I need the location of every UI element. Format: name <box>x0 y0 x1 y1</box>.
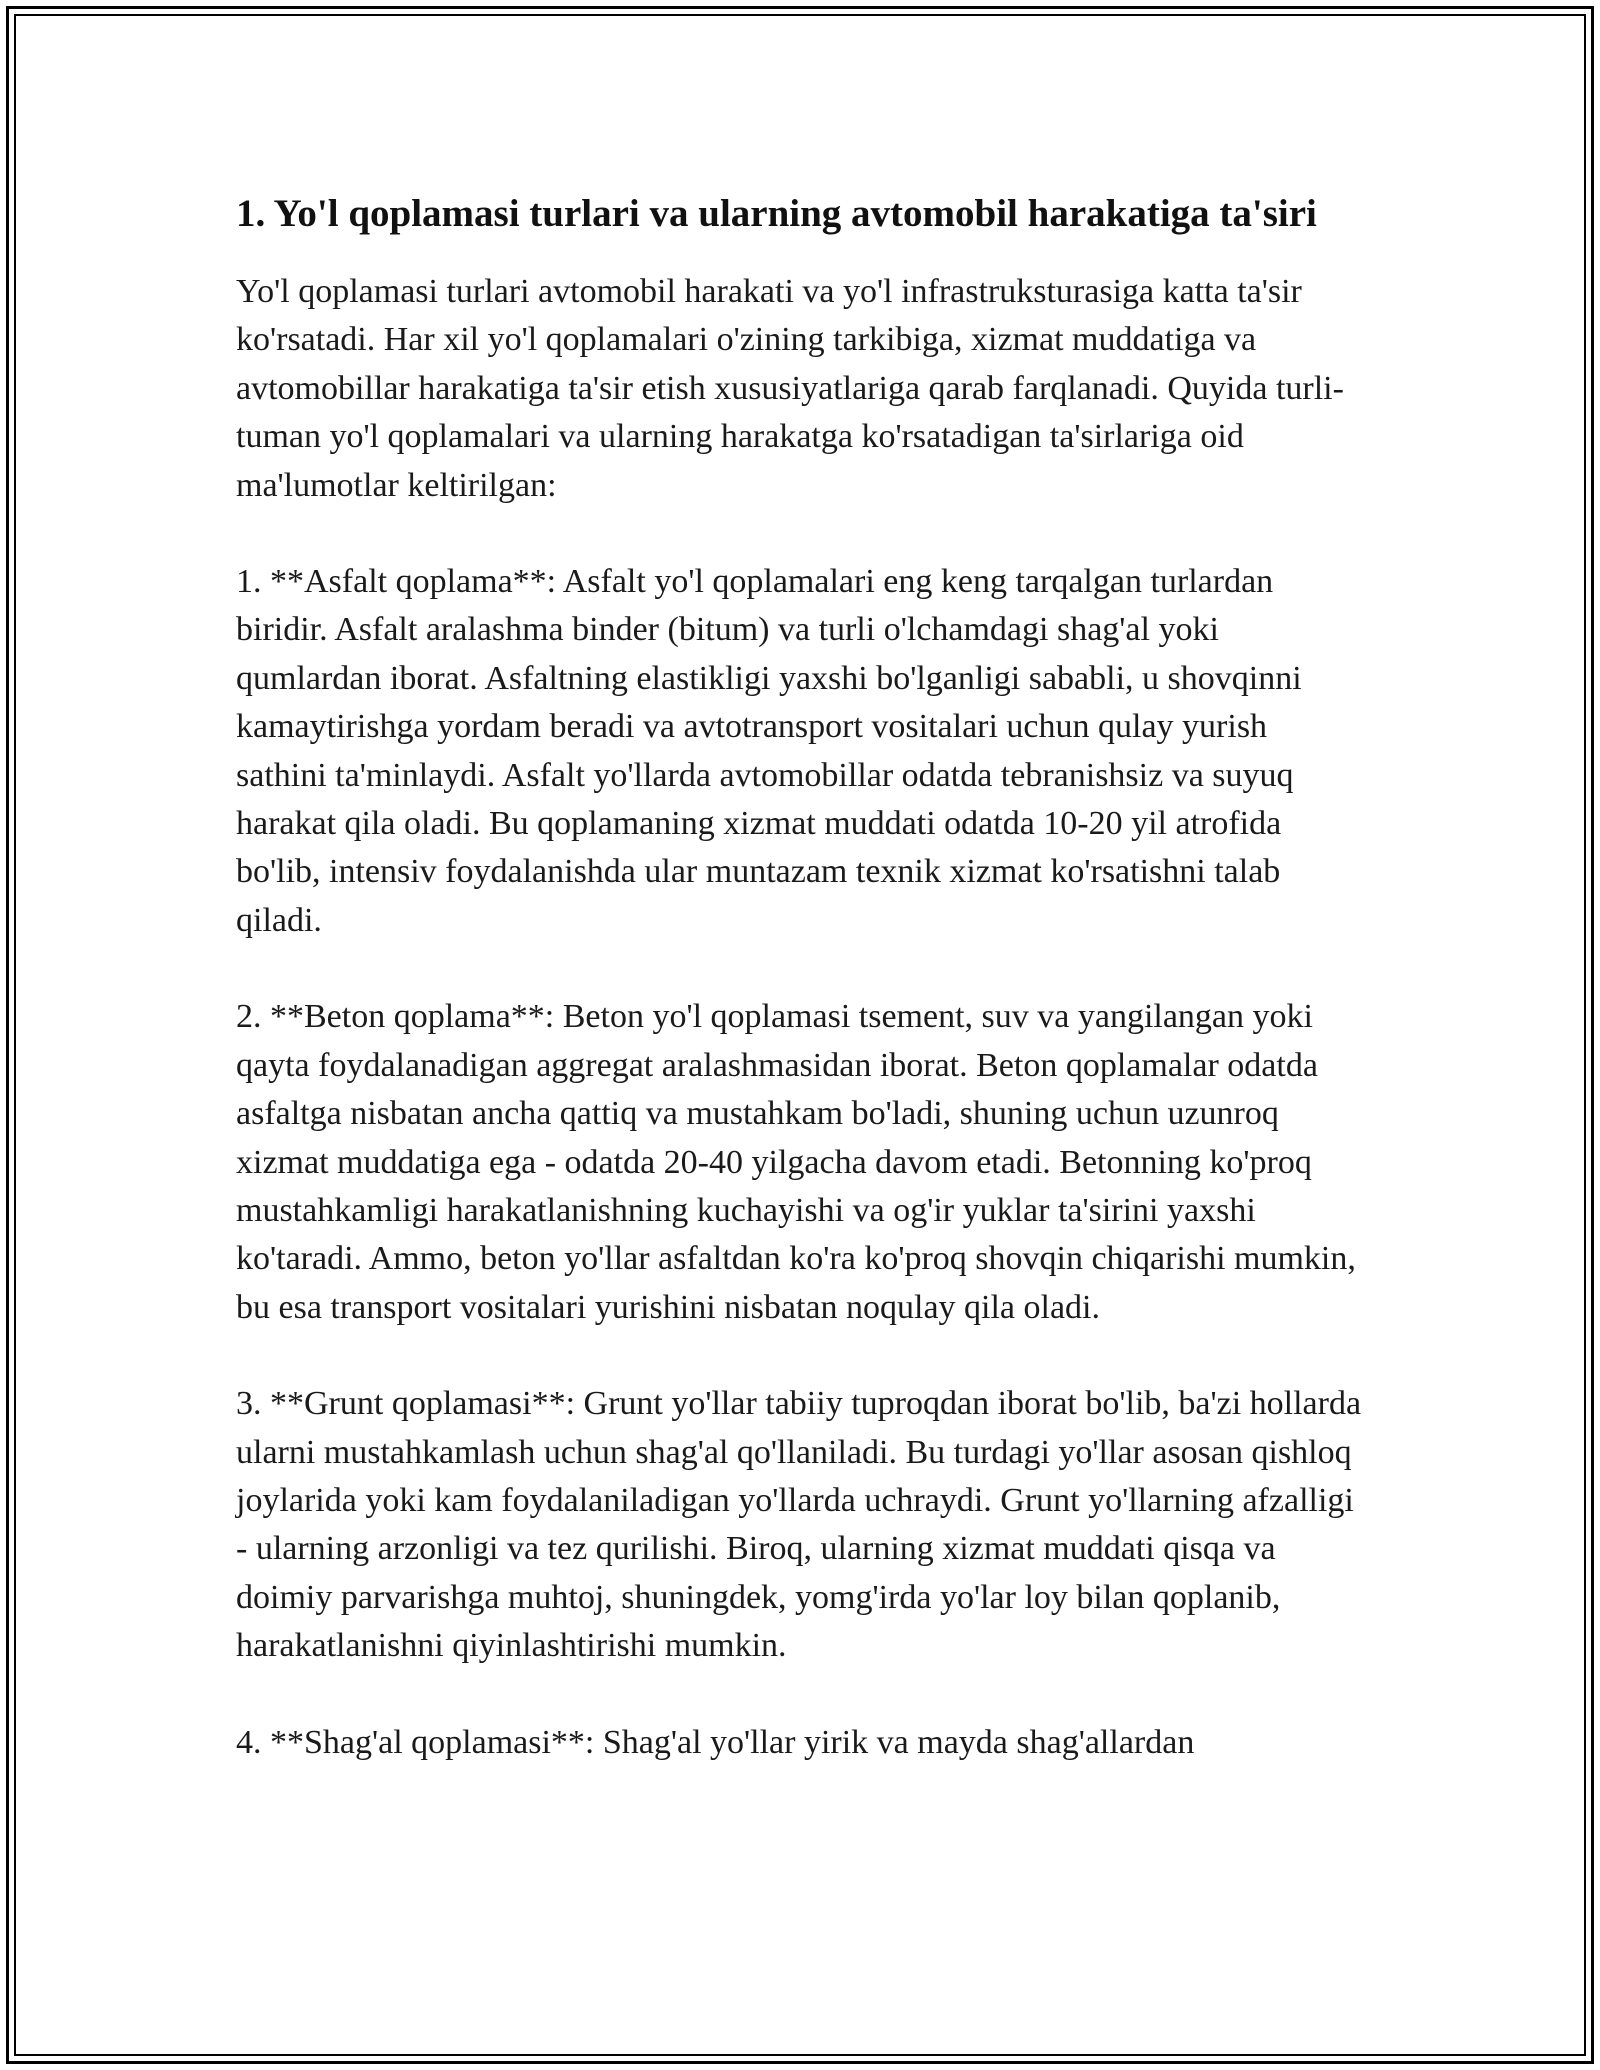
document-title: 1. Yo'l qoplamasi turlari va ularning avtomobil harakatiga ta'siri <box>236 192 1317 235</box>
item-asfalt-paragraph: 1. **Asfalt qoplama**: Asfalt yo'l qoplamalari eng keng tarqalgan turlardan biridir. Asfalt aralashma binder (bitum) va turli o'lchamdagi shag'al yoki qumlardan iborat. Asfaltning elastikligi yaxshi bo'lganligi sababli, u shovqinni kamaytirishga yordam beradi va avtotransport vositalari uchun qulay yurish sathini ta'minlaydi. Asfalt yo'llarda avtomobillar odatda tebranishsiz va suyuq harakat qila oladi. Bu qoplamaning xizmat muddati odatda 10-20 yil atrofida bo'lib, intensiv foydalanishda ular muntazam texnik xizmat ko'rsatishni talab qiladi. <box>236 563 1302 939</box>
intro-paragraph: Yo'l qoplamasi turlari avtomobil harakati va yo'l infrastruksturasiga katta ta'sir ko'rsatadi. Har xil yo'l qoplamalari o'zining tarkibiga, xizmat muddatiga va avtomobillar harakatiga ta'sir etish xususiyatlariga qarab farqlanadi. Quyida turli-tuman yo'l qoplamalari va ularning harakatga ko'rsatadigan ta'sirlariga oid ma'lumotlar keltirilgan: <box>236 273 1344 504</box>
item-grunt-paragraph: 3. **Grunt qoplamasi**: Grunt yo'llar tabiiy tuproqdan iborat bo'lib, ba'zi hollarda ularni mustahkamlash uchun shag'al qo'llaniladi. Bu turdagi yo'llar asosan qishloq joylarida yoki kam foydalaniladigan yo'llarda uchraydi. Grunt yo'llarning afzalligi - ularning arzonligi va tez qurilishi. Biroq, ularning xizmat muddati qisqa va doimiy parvarishga muhtoj, shuningdek, yomg'irda yo'lar loy bilan qoplanib, harakatlanishni qiyinlashtirishi mumkin. <box>236 1385 1362 1665</box>
document-body <box>236 186 1366 1767</box>
item-shagal-paragraph: 4. **Shag'al qoplamasi**: Shag'al yo'llar yirik va mayda shag'allardan <box>236 1723 1195 1761</box>
item-beton-paragraph: 2. **Beton qoplama**: Beton yo'l qoplamasi tsement, suv va yangilangan yoki qayta foydalanadigan aggregat aralashmasidan iborat. Beton qoplamalar odatda asfaltga nisbatan ancha qattiq va mustahkam bo'ladi, shuning uchun uzunroq xizmat muddatiga ega - odatda 20-40 yilgacha davom etadi. Betonning ko'proq mustahkamligi harakatlanishning kuchayishi va og'ir yuklar ta'sirini yaxshi ko'taradi. Ammo, beton yo'llar asfaltdan ko'ra ko'proq shovqin chiqarishi mumkin, bu esa transport vositalari yurishini nisbatan noqulay qila oladi. <box>236 998 1356 1326</box>
